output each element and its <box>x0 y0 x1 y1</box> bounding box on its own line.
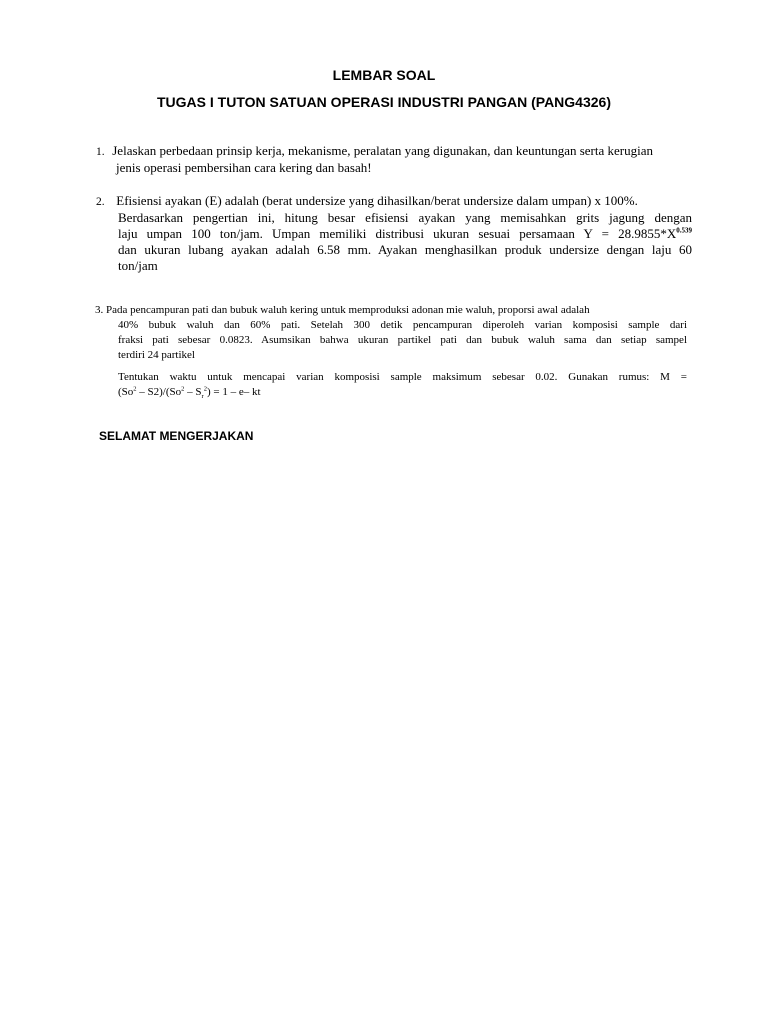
question-3-formula <box>118 385 687 400</box>
document-subtitle: TUGAS I TUTON SATUAN OPERASI INDUSTRI PANGAN (PANG4326) <box>156 94 611 110</box>
question-3-line-1: 3. Pada pencampuran pati dan bubuk waluh kering untuk memproduksi adonan mie waluh, proporsi awal adalah <box>95 304 590 316</box>
question-3-line-3: fraksi pati sebesar 0.0823. Asumsikan bahwa ukuran partikel pati dan bubuk waluh sama dan setiap sampel <box>118 334 687 346</box>
question-3 <box>95 303 687 400</box>
closing-text: SELAMAT MENGERJAKAN <box>99 429 254 443</box>
question-3-body <box>95 318 687 363</box>
document-title: LEMBAR SOAL <box>332 67 436 83</box>
question-3-para2-line-1: Tentukan waktu untuk mencapai varian komposisi sample maksimum sebesar 0.02. Gunakan rumus: M = <box>118 371 687 383</box>
question-1 <box>96 143 706 176</box>
question-2 <box>96 193 692 274</box>
formula-sup-3: 2 <box>203 385 207 393</box>
formula-part-2: – S2)/(So <box>136 386 182 398</box>
question-2-line-4: dan ukuran lubang ayakan adalah 6.58 mm. Ayakan menghasilkan produk undersize dengan laju 60 <box>118 242 692 257</box>
question-2-body <box>96 210 692 274</box>
question-2-line-5: ton/jam <box>118 258 158 273</box>
question-1-number: 1. <box>96 146 105 158</box>
question-3-line-2: 40% bubuk waluh dan 60% pati. Setelah 300 detik pencampuran diperoleh varian komposisi sample dari <box>118 319 687 331</box>
formula-sup-1: 2 <box>133 385 137 393</box>
question-2-equation-exponent: 0.539 <box>676 226 692 235</box>
formula-part-3: – S <box>184 386 202 398</box>
formula-sub-3: r <box>201 393 204 401</box>
formula-part-4: ) = 1 – e– kt <box>206 386 261 398</box>
question-2-equation-text: laju umpan 100 ton/jam. Umpan memiliki distribusi ukuran sesuai persamaan Y = 28.9855*X <box>118 226 677 241</box>
question-2-line-1 <box>96 193 692 210</box>
formula-part-1: (So <box>118 386 134 398</box>
question-2-number: 2. <box>96 196 105 208</box>
question-2-line-3 <box>118 226 692 242</box>
question-1-text-1: Jelaskan perbedaan prinsip kerja, mekanisme, peralatan yang digunakan, dan keuntungan serta kerugian <box>112 143 653 158</box>
question-2-line-2: Berdasarkan pengertian ini, hitung besar efisiensi ayakan yang memisahkan grits jagung dengan <box>118 210 692 225</box>
question-3-line-4: terdiri 24 partikel <box>118 349 195 361</box>
formula-sup-2: 2 <box>181 385 185 393</box>
question-1-line-2: jenis operasi pembersihan cara kering dan basah! <box>116 160 372 175</box>
question-2-text-1: Efisiensi ayakan (E) adalah (berat undersize yang dihasilkan/berat undersize dalam umpan) x 100%. <box>116 193 638 208</box>
question-1-line-1 <box>96 143 706 160</box>
question-3-paragraph-2 <box>95 370 687 400</box>
